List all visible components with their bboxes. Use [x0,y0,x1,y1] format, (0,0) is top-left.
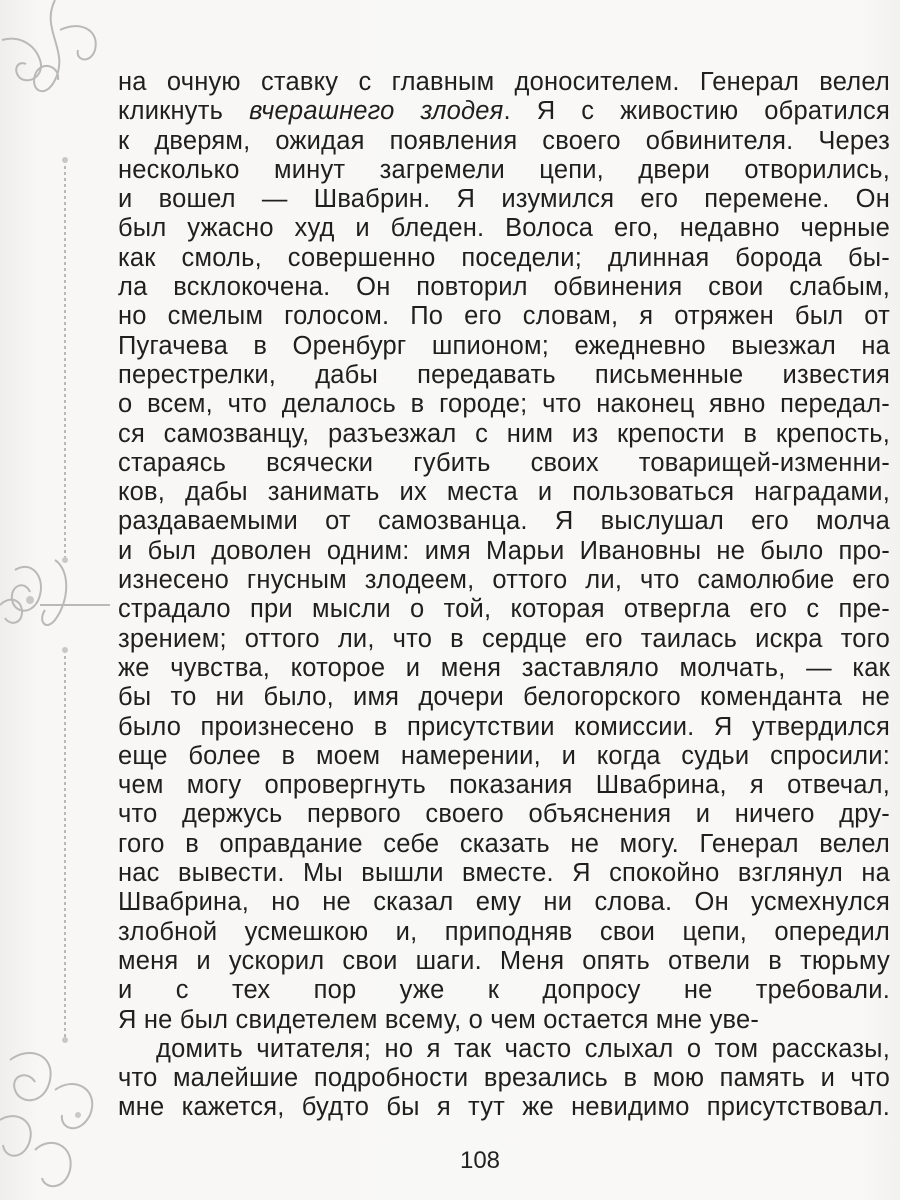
text-line: о всем, что делалось в городе; что наконец явно передал- [118,390,890,419]
text-line [118,97,890,126]
italic-phrase: вчерашнего злодея [249,97,504,126]
text-line: но смелым голосом. По его словам, я отряжен был от [118,302,890,331]
text-line: раздаваемыми от самозванца. Я выслушал его молча [118,507,890,536]
body-text [118,68,890,1152]
text-line: страдало при мысли о той, которая отвергла его с пре- [118,595,890,624]
text-line: как смоль, совершенно поседели; длинная борода бы- [118,243,890,272]
paragraph-start-line: домить читателя; но я так часто слыхал о том рассказы, [156,1034,890,1063]
text-line: ков, дабы занимать их места и пользоваться наградами, [118,478,890,507]
text-line: гого в оправдание себе сказать не могу. Генерал велел [118,829,890,858]
text-line: нас вывести. Мы вышли вместе. Я спокойно взглянул на [118,859,890,888]
text-fragment: . Я с живостию обратился [503,97,891,126]
text-line: и с тех пор уже к допросу не требовали. [118,976,890,1005]
text-line: перестрелки, дабы передавать письменные известия [118,360,890,389]
floral-border-ornament [0,0,110,1200]
text-line: ла всклокочена. Он повторил обвинения свои слабым, [118,273,890,302]
text-line: чем могу опровергнуть показания Швабрина, я отвечал, [118,771,890,800]
text-line: что держусь первого своего объяснения и ничего дру- [118,800,890,829]
text-fragment: кликнуть [118,97,250,126]
text-line: меня и ускорил свои шаги. Меня опять отвели в тюрьму [118,946,890,975]
paragraph-end-line: Я не был свидетелем всему, о чем остается мне уве- [118,1005,760,1034]
text-line: бы то ни было, имя дочери белогорского коменданта не [118,683,890,712]
text-line: был ужасно худ и бледен. Волоса его, недавно черные [118,214,890,243]
text-line: злобной усмешкою и, приподняв свои цепи, опередил [118,917,890,946]
text-line: было произнесено в присутствии комиссии. Я утвердился [118,712,890,741]
text-line: еще более в моем намерении, и когда судьи спросили: [118,741,890,770]
text-line: ся самозванцу, разъезжал с ним из крепости в крепость, [118,419,890,448]
text-line: что малейшие подробности врезались в мою память и что [118,1064,890,1093]
text-line: Швабрина, но не сказал ему ни слова. Он усмехнулся [118,888,890,917]
text-line: несколько минут загремели цепи, двери отворились, [118,155,890,184]
text-line: изнесено гнусным злодеем, оттого ли, что самолюбие его [118,566,890,595]
text-line: стараясь всячески губить своих товарищей-изменни- [118,448,890,477]
page-number: 108 [459,1147,501,1174]
text-line: к дверям, ожидая появления своего обвинителя. Через [118,126,890,155]
text-line: и был доволен одним: имя Марьи Ивановны не было про- [118,536,890,565]
text-line: мне кажется, будто бы я тут же невидимо присутствовал. [118,1093,890,1122]
text-line: зрением; оттого ли, что в сердце его таилась искра того [118,624,890,653]
text-line: и вошел — Швабрин. Я изумился его перемене. Он [118,185,890,214]
text-line: на очную ставку с главным доносителем. Генерал велел [118,68,890,96]
text-line: Пугачева в Оренбург шпионом; ежедневно выезжал на [118,331,890,360]
text-line: же чувства, которое и меня заставляло молчать, — как [118,653,890,682]
